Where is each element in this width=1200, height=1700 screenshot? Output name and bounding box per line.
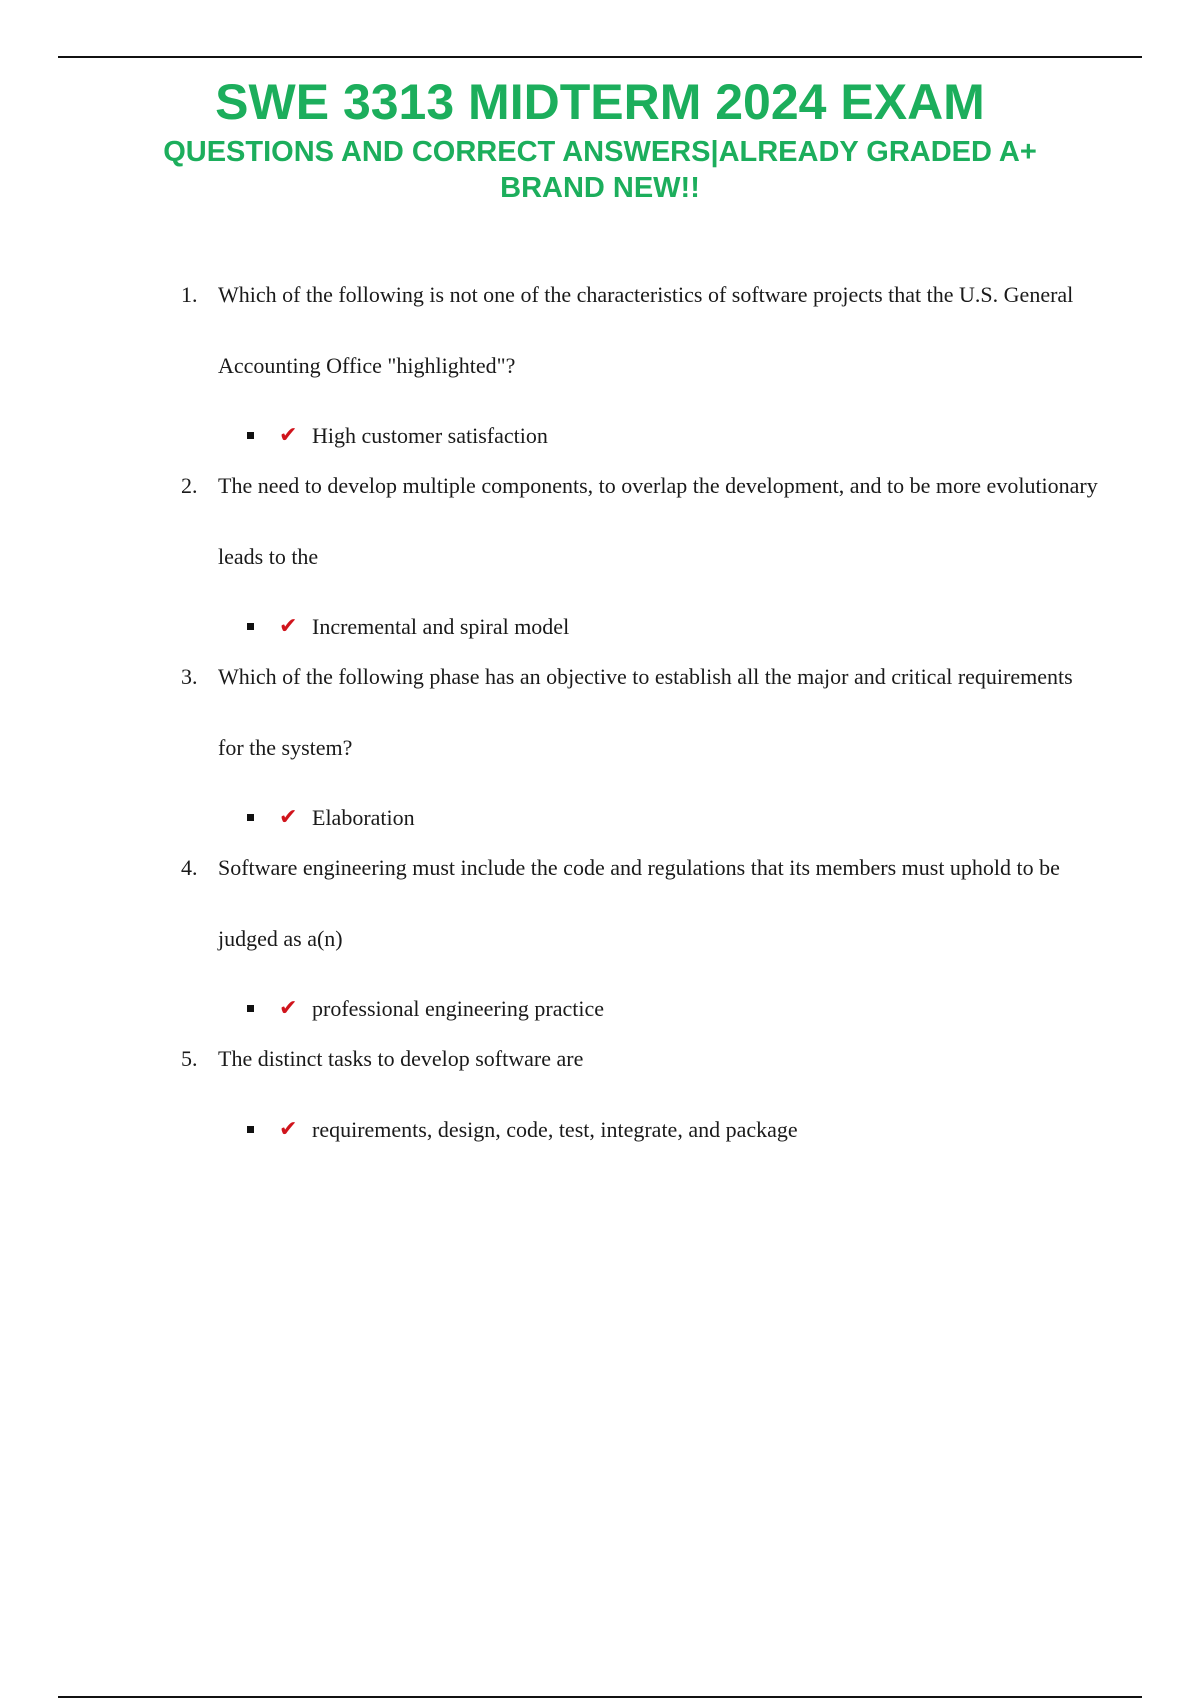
- question-item: [0, 260, 1200, 471]
- answer-text: Elaboration: [312, 805, 415, 830]
- top-rule: [58, 56, 1142, 58]
- answer-text: requirements, design, code, test, integrate, and package: [312, 1116, 798, 1142]
- check-mark-icon: ✔: [279, 614, 298, 639]
- question-number: 4.: [181, 855, 198, 880]
- check-mark-icon: ✔: [279, 805, 298, 830]
- question-item: [0, 642, 1200, 853]
- question-number: 5.: [181, 1046, 198, 1071]
- bottom-rule: [58, 1696, 1142, 1698]
- document-title: SWE 3313 MIDTERM 2024 EXAM: [215, 74, 985, 130]
- square-bullet-icon: [247, 432, 254, 439]
- square-bullet-icon: [247, 1126, 254, 1133]
- question-text: Which of the following phase has an objective to establish all the major and critical requirements for the system?: [218, 664, 1073, 760]
- question-item: [0, 833, 1200, 1044]
- answer-text: Incremental and spiral model: [312, 614, 570, 639]
- question-text: The need to develop multiple components, to overlap the development, and to be more evolutionary leads to the: [218, 473, 1098, 569]
- check-mark-icon: ✔: [279, 423, 298, 448]
- document-subtitle: QUESTIONS AND CORRECT ANSWERS|ALREADY GRADED A+ BRAND NEW!!: [163, 136, 1037, 204]
- question-text: Software engineering must include the code and regulations that its members must uphold to be judged as a(n): [218, 855, 1060, 951]
- square-bullet-icon: [247, 623, 254, 630]
- question-list: [0, 280, 1200, 1165]
- square-bullet-icon: [247, 814, 254, 821]
- document-header: [0, 72, 1200, 206]
- answer-row: [247, 1095, 1200, 1165]
- square-bullet-icon: [247, 1005, 254, 1012]
- question-number: 1.: [181, 282, 198, 307]
- answer-text: professional engineering practice: [312, 996, 604, 1021]
- question-text: Which of the following is not one of the characteristics of software projects that the U.S. General Accounting Office "highlighted"?: [218, 282, 1074, 378]
- check-mark-icon: ✔: [279, 1116, 298, 1142]
- check-mark-icon: ✔: [279, 996, 298, 1021]
- question-text: The distinct tasks to develop software are: [218, 1046, 584, 1071]
- question-number: 3.: [181, 664, 198, 689]
- question-number: 2.: [181, 473, 198, 498]
- question-item: [0, 1024, 1200, 1165]
- answer-text: High customer satisfaction: [312, 423, 548, 448]
- question-item: [0, 451, 1200, 662]
